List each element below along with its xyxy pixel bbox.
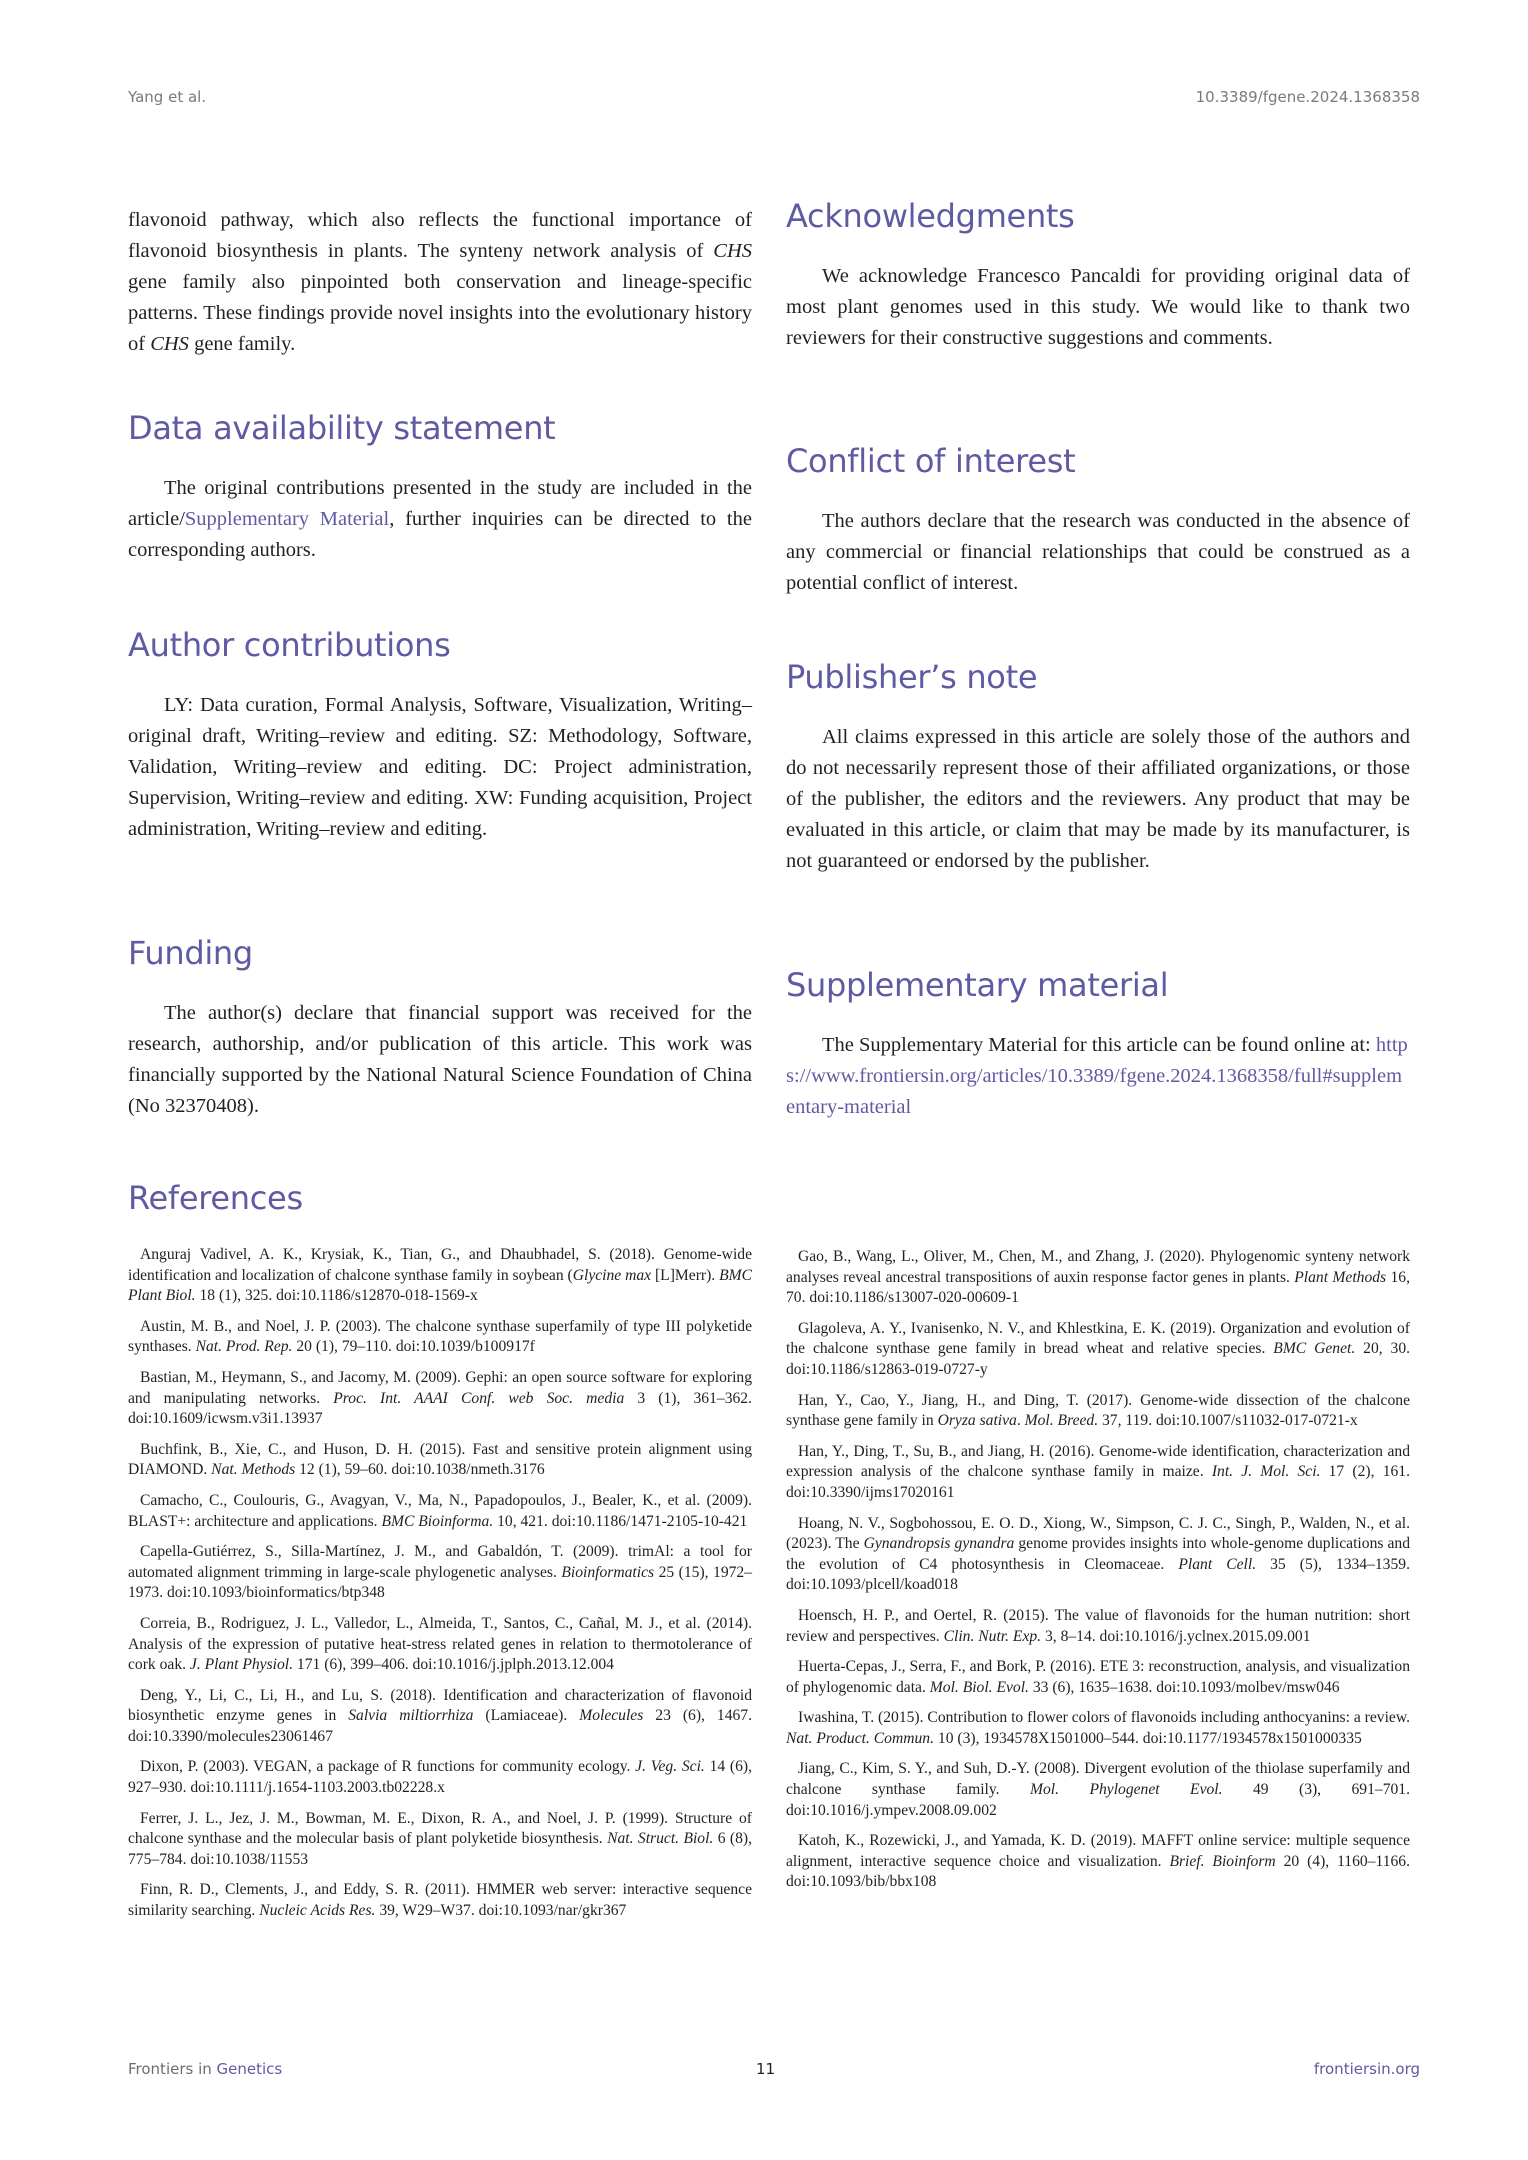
conclusion-paragraph: flavonoid pathway, which also reflects the functional importance of flavonoid biosynthesis in plants. The synteny network analysis of CHS gene family also pinpointed both conservation and lineage-specific patterns. These findings provide novel insights into the evolutionary history of CHS gene family. <box>128 209 752 355</box>
footer-journal: Frontiers in Genetics <box>128 2060 283 2078</box>
page-number: 11 <box>756 2060 776 2078</box>
reference-item: Glagoleva, A. Y., Ivanisenko, N. V., and Khlestkina, E. K. (2019). Organization and evolution of the chalcone synthase gene family in bread wheat and relative species. BMC Genet. 20, 30. doi:10.1186/s12863-019-0727-y <box>786 1319 1411 1378</box>
running-header-doi: 10.3389/fgene.2024.1368358 <box>1195 88 1420 106</box>
author-contributions-section <box>128 625 752 845</box>
reference-item: Deng, Y., Li, C., Li, H., and Lu, S. (2018). Identification and characterization of flavonoid biosynthetic enzyme genes in Salvia miltiorrhiza (Lamiaceae). Molecules 23 (6), 1467. doi:10.3390/molecules23061467 <box>128 1686 752 1745</box>
funding-section <box>128 933 752 1122</box>
reference-item: Bastian, M., Heymann, S., and Jacomy, M. (2009). Gephi: an open source software for exploring and manipulating networks. Proc. Int. AAAI Conf. web Soc. media 3 (1), 361–362. doi:10.1609/icwsm.v3i1.13937 <box>128 1368 752 1428</box>
reference-item: Huerta-Cepas, J., Serra, F., and Bork, P. (2016). ETE 3: reconstruction, analysis, and visualization of phylogenomic data. Mol. Biol. Evol. 33 (6), 1635–1638. doi:10.1093/molbev/msw046 <box>786 1658 1410 1696</box>
references-list-left <box>128 1245 752 1932</box>
author-contributions-heading: Author contributions <box>128 626 451 664</box>
reference-item: Finn, R. D., Clements, J., and Eddy, S. R. (2011). HMMER web server: interactive sequence similarity searching. Nucleic Acids Res. 39, W29–W37. doi:10.1093/nar/gkr367 <box>128 1881 752 1920</box>
reference-item: Camacho, C., Coulouris, G., Avagyan, V., Ma, N., Papadopoulos, J., Bealer, K., et al. (2009). BLAST+: architecture and applications. BMC Bioinforma. 10, 421. doi:10.1186/1471-2105-10-421 <box>128 1491 752 1530</box>
reference-item: Han, Y., Cao, Y., Jiang, H., and Ding, T. (2017). Genome-wide dissection of the chalcone synthase gene family in Oryza sativa. Mol. Breed. 37, 119. doi:10.1007/s11032-017-0721-x <box>786 1391 1410 1430</box>
supplementary-url-link[interactable]: https://www.frontiersin.org/articles/10.3389/fgene.2024.1368358/full#supplementary-material <box>786 1034 1408 1118</box>
acknowledgments-text: We acknowledge Francesco Pancaldi for providing original data of most plant genomes used in this study. We would like to thank two reviewers for their constructive suggestions and comments. <box>786 265 1410 349</box>
reference-item: Correia, B., Rodriguez, J. L., Valledor, L., Almeida, T., Santos, C., Cañal, M. J., et al. (2014). Analysis of the expression of putative heat-stress related genes in relation to thermotolerance of cork oak. J. Plant Physiol. 171 (6), 399–406. doi:10.1016/j.jplph.2013.12.004 <box>128 1614 752 1674</box>
data-availability-section <box>128 408 752 566</box>
reference-item: Katoh, K., Rozewicki, J., and Yamada, K. D. (2019). MAFFT online service: multiple sequence alignment, interactive sequence choice and visualization. Brief. Bioinform 20 (4), 1160–1166. doi:10.1093/bib/bbx108 <box>786 1832 1410 1891</box>
reference-item: Austin, M. B., and Noel, J. P. (2003). The chalcone synthase superfamily of type III polyketide synthases. Nat. Prod. Rep. 20 (1), 79–110. doi:10.1039/b100917f <box>128 1317 752 1356</box>
reference-item: Anguraj Vadivel, A. K., Krysiak, K., Tian, G., and Dhaubhadel, S. (2018). Genome-wide identification and localization of chalcone synthase family in soybean (Glycine max [L]Merr). BMC Plant Biol. 18 (1), 325. doi:10.1186/s12870-018-1569-x <box>128 1246 752 1305</box>
publishers-note-section <box>786 657 1410 877</box>
footer-site-link[interactable]: frontiersin.org <box>1313 2060 1420 2078</box>
footer-journal-name: Genetics <box>216 2060 283 2078</box>
conflict-of-interest-section <box>786 441 1410 599</box>
conflict-of-interest-heading: Conflict of interest <box>786 442 1076 480</box>
references-heading: References <box>128 1179 303 1217</box>
data-availability-text: The original contributions presented in the study are included in the article/Supplementary Material, further inquiries can be directed to the corresponding authors. <box>128 477 752 561</box>
funding-text: The author(s) declare that financial support was received for the research, authorship, and/or publication of this article. This work was financially supported by the National Natural Science Foundation of China (No 32370408). <box>128 1002 752 1117</box>
supplementary-material-section <box>786 965 1410 1123</box>
reference-item: Capella-Gutiérrez, S., Silla-Martínez, J. M., and Gabaldón, T. (2009). trimAl: a tool for automated alignment trimming in large-scale phylogenetic analyses. Bioinformatics 25 (15), 1972–1973. doi:10.1093/bioinformatics/btp348 <box>128 1543 753 1602</box>
author-contributions-text: LY: Data curation, Formal Analysis, Software, Visualization, Writing–original draft, Writing–review and editing. SZ: Methodology, Software, Validation, Writing–review and editing. DC: Project administration, Supervision, Writing–review and editing. XW: Funding acquisition, Project administration, Writing–review and editing. <box>128 694 752 840</box>
supplementary-material-text: The Supplementary Material for this article can be found online at: https://www.frontiersin.org/articles/10.3389/fgene.2024.1368358/full#supplementary-material <box>786 1034 1408 1118</box>
reference-item: Dixon, P. (2003). VEGAN, a package of R functions for community ecology. J. Veg. Sci. 14 (6), 927–930. doi:10.1111/j.1654-1103.2003.tb02228.x <box>128 1758 752 1797</box>
data-availability-heading: Data availability statement <box>128 409 556 447</box>
reference-item: Iwashina, T. (2015). Contribution to flower colors of flavonoids including anthocyanins: a review. Nat. Product. Commun. 10 (3), 1934578X1501000–544. doi:10.1177/1934578x1501000335 <box>786 1709 1410 1747</box>
reference-item: Han, Y., Ding, T., Su, B., and Jiang, H. (2016). Genome-wide identification, characterization and expression analysis of the chalcone synthase family in maize. Int. J. Mol. Sci. 17 (2), 161. doi:10.3390/ijms17020161 <box>786 1442 1410 1501</box>
reference-item: Hoensch, H. P., and Oertel, R. (2015). The value of flavonoids for the human nutrition: short review and perspectives. Clin. Nutr. Exp. 3, 8–14. doi:10.1016/j.yclnex.2015.09.001 <box>786 1606 1410 1645</box>
references-list-right <box>786 1247 1410 1903</box>
publishers-note-text: All claims expressed in this article are solely those of the authors and do not necessarily represent those of their affiliated organizations, or those of the publisher, the editors and the reviewers. Any product that may be evaluated in this article, or claim that may be made by its manufacturer, is not guaranteed or endorsed by the publisher. <box>786 726 1410 872</box>
reference-item: Hoang, N. V., Sogbohossou, E. O. D., Xiong, W., Simpson, C. J. C., Singh, P., Walden, N., et al. (2023). The Gynandropsis gynandra genome provides insights into whole-genome duplications and the evolution of C4 photosynthesis in Cleomaceae. Plant Cell. 35 (5), 1334–1359. doi:10.1093/plcell/koad018 <box>786 1514 1411 1594</box>
publishers-note-heading: Publisher’s note <box>786 658 1038 696</box>
acknowledgments-section <box>786 196 1410 354</box>
reference-item: Ferrer, J. L., Jez, J. M., Bowman, M. E., Dixon, R. A., and Noel, J. P. (1999). Structure of chalcone synthase and the molecular basis of plant polyketide biosynthesis. Nat. Struct. Biol. 6 (8), 775–784. doi:10.1038/11553 <box>128 1809 752 1868</box>
funding-heading: Funding <box>128 934 253 972</box>
supplementary-material-link[interactable]: Supplementary Material <box>184 508 390 530</box>
conflict-of-interest-text: The authors declare that the research was conducted in the absence of any commercial or financial relationships that could be construed as a potential conflict of interest. <box>786 510 1410 594</box>
reference-item: Buchfink, B., Xie, C., and Huson, D. H. (2015). Fast and sensitive protein alignment using DIAMOND. Nat. Methods 12 (1), 59–60. doi:10.1038/nmeth.3176 <box>128 1440 752 1479</box>
running-header-authors: Yang et al. <box>128 88 207 106</box>
supplementary-material-heading: Supplementary material <box>786 966 1169 1004</box>
references-section <box>128 1178 752 1218</box>
reference-item: Jiang, C., Kim, S. Y., and Suh, D.-Y. (2008). Divergent evolution of the thiolase superfamily and chalcone synthase family. Mol. Phylogenet Evol. 49 (3), 691–701. doi:10.1016/j.ympev.2008.09.002 <box>786 1760 1410 1819</box>
left-column <box>128 205 752 360</box>
acknowledgments-heading: Acknowledgments <box>786 197 1075 235</box>
reference-item: Gao, B., Wang, L., Oliver, M., Chen, M., and Zhang, J. (2020). Phylogenomic synteny network analyses reveal ancestral transpositions of auxin response factor genes in plants. Plant Methods 16, 70. doi:10.1186/s13007-020-00609-1 <box>786 1248 1410 1307</box>
